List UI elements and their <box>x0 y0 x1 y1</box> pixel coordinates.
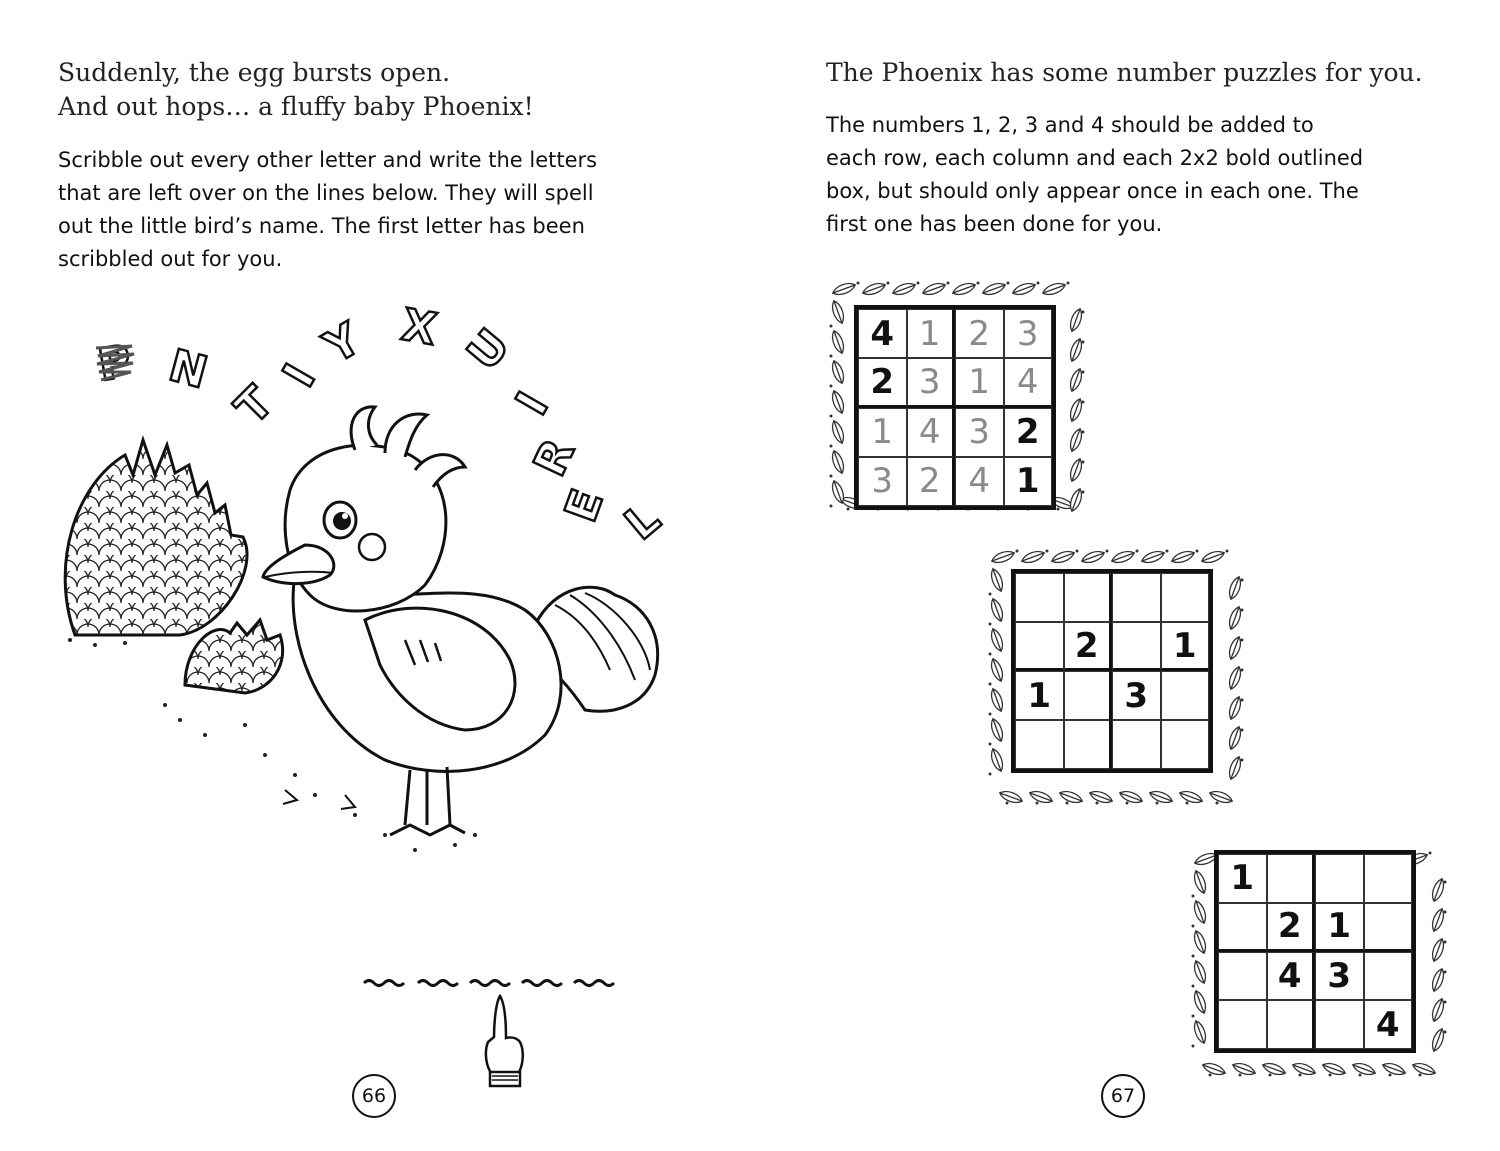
decor-dot <box>989 623 992 626</box>
feather-icon <box>1080 549 1106 566</box>
feather-icon <box>1231 1061 1257 1078</box>
decor-dot <box>1444 941 1447 944</box>
decor-dot <box>1196 550 1199 553</box>
decor-dot <box>1136 550 1139 553</box>
page-number: 66 <box>352 1074 396 1118</box>
decor-dot <box>1269 1074 1272 1077</box>
feather-icon <box>1227 605 1244 631</box>
decor-dot <box>887 282 890 285</box>
feather-icon <box>921 281 947 298</box>
puzzle-cell[interactable]: 4 <box>1364 1000 1413 1049</box>
feather-icon <box>1088 789 1114 806</box>
decor-dot <box>847 508 850 511</box>
feather-icon <box>1227 665 1244 691</box>
decor-dot <box>1156 802 1159 805</box>
decor-dot <box>1186 802 1189 805</box>
feather-icon <box>989 597 1006 623</box>
feather-icon <box>830 359 847 385</box>
decor-dot <box>1444 971 1447 974</box>
puzzle-cell[interactable]: 1 <box>1218 854 1267 903</box>
decor-dot <box>830 385 833 388</box>
puzzle-cell[interactable]: 1 <box>1004 457 1053 506</box>
feather-icon <box>1058 789 1084 806</box>
puzzle-cell[interactable]: 3 <box>1004 309 1053 358</box>
decor-dot <box>977 282 980 285</box>
decor-dot <box>1126 802 1129 805</box>
feather-icon <box>989 567 1006 593</box>
decor-dot <box>989 773 992 776</box>
feather-icon <box>1227 755 1244 781</box>
decor-dot <box>1241 729 1244 732</box>
puzzle-cell[interactable]: 3 <box>907 358 956 407</box>
puzzle-cell[interactable]: 1 <box>1315 903 1364 952</box>
decor-dot <box>1067 282 1070 285</box>
arc-letter[interactable]: Y <box>316 313 370 374</box>
arc-letter[interactable]: I <box>506 383 559 424</box>
puzzle-cell[interactable] <box>1161 671 1210 720</box>
decor-dot <box>1226 550 1229 553</box>
decor-dot <box>1096 802 1099 805</box>
decor-dot <box>1192 985 1195 988</box>
puzzle-cell[interactable] <box>1267 1000 1316 1049</box>
decor-dot <box>1166 550 1169 553</box>
puzzle-cell[interactable] <box>1112 573 1161 622</box>
feather-icon <box>830 449 847 475</box>
feather-icon <box>1068 487 1085 513</box>
decor-dot <box>1239 1074 1242 1077</box>
puzzle-grid <box>1011 569 1213 773</box>
decor-dot <box>1241 759 1244 762</box>
feather-icon <box>981 281 1007 298</box>
decor-dot <box>1444 881 1447 884</box>
puzzle-cell[interactable] <box>1267 854 1316 903</box>
feather-icon <box>990 549 1016 566</box>
decor-dot <box>1082 461 1085 464</box>
decor-dot <box>1007 282 1010 285</box>
decor-dot <box>1241 639 1244 642</box>
feather-icon <box>1118 789 1144 806</box>
baby-phoenix-illustration <box>55 395 695 865</box>
arc-letter[interactable]: I <box>273 355 326 396</box>
pointing-hand-icon <box>470 992 540 1088</box>
feather-icon <box>1192 929 1209 955</box>
decor-dot <box>1429 852 1432 855</box>
puzzle-cell[interactable]: 2 <box>1064 622 1113 671</box>
decor-dot <box>989 743 992 746</box>
decor-dot <box>1082 371 1085 374</box>
puzzle-cell[interactable]: 4 <box>907 408 956 457</box>
decor-dot <box>1444 911 1447 914</box>
decor-dot <box>1192 925 1195 928</box>
feather-icon <box>1041 281 1067 298</box>
feather-icon <box>1430 997 1447 1023</box>
puzzle-cell[interactable] <box>1015 720 1064 769</box>
feather-icon <box>1201 1061 1227 1078</box>
decor-dot <box>1082 311 1085 314</box>
arc-letter[interactable]: L <box>615 493 670 551</box>
puzzle-cell[interactable]: 1 <box>858 408 907 457</box>
feather-icon <box>1110 549 1136 566</box>
feather-icon <box>830 299 847 325</box>
puzzle-cell[interactable] <box>1161 573 1210 622</box>
puzzle-cell[interactable]: 4 <box>1267 952 1316 1001</box>
decor-dot <box>989 593 992 596</box>
puzzle-cell[interactable] <box>1218 1000 1267 1049</box>
arc-letter[interactable]: E <box>555 482 614 529</box>
decor-dot <box>1046 550 1049 553</box>
feather-icon <box>989 627 1006 653</box>
decor-dot <box>1057 508 1060 511</box>
puzzle-intro: The Phoenix has some number puzzles for you. <box>826 58 1423 87</box>
feather-icon <box>989 687 1006 713</box>
feather-icon <box>1261 1061 1287 1078</box>
feather-icon <box>1430 877 1447 903</box>
puzzle-cell[interactable]: 1 <box>907 309 956 358</box>
feather-icon <box>1140 549 1166 566</box>
feather-icon <box>1227 575 1244 601</box>
arc-letter[interactable]: R <box>524 431 585 484</box>
puzzle-cell[interactable]: 2 <box>858 358 907 407</box>
decor-dot <box>830 445 833 448</box>
feather-icon <box>891 281 917 298</box>
puzzle-cell[interactable]: 1 <box>1161 622 1210 671</box>
puzzle-cell[interactable]: 3 <box>858 457 907 506</box>
feather-icon <box>1227 695 1244 721</box>
decor-dot <box>1082 491 1085 494</box>
puzzle-cell[interactable]: 4 <box>955 457 1004 506</box>
feather-icon <box>1291 1061 1317 1078</box>
decor-dot <box>1016 550 1019 553</box>
feather-icon <box>951 281 977 298</box>
feather-icon <box>1050 549 1076 566</box>
feather-icon <box>1430 907 1447 933</box>
decor-dot <box>1082 341 1085 344</box>
arc-letter[interactable]: U <box>457 319 520 380</box>
puzzle-cell[interactable] <box>1315 1000 1364 1049</box>
decor-dot <box>1192 1045 1195 1048</box>
puzzle-grid <box>854 305 1056 510</box>
arc-letter[interactable]: P <box>94 335 136 392</box>
puzzle-cell[interactable]: 3 <box>955 408 1004 457</box>
letter-puzzle-instructions: Scribble out every other letter and write the letters that are left over on the lines below. They will spell out the little bird’s name. The first letter has been scribbled out for you. <box>58 148 598 271</box>
decor-dot <box>989 653 992 656</box>
puzzle-cell[interactable]: 3 <box>1112 671 1161 720</box>
decor-dot <box>1241 699 1244 702</box>
feather-icon <box>998 789 1024 806</box>
feather-icon <box>1200 549 1226 566</box>
feather-icon <box>1068 307 1085 333</box>
feather-icon <box>831 281 857 298</box>
puzzle-cell[interactable]: 4 <box>858 309 907 358</box>
number-puzzle-1 <box>826 277 1088 513</box>
decor-dot <box>830 355 833 358</box>
feather-icon <box>1192 989 1209 1015</box>
puzzle-cell[interactable]: 2 <box>1267 903 1316 952</box>
arc-letter[interactable]: X <box>397 299 441 356</box>
feather-icon <box>1192 899 1209 925</box>
decor-dot <box>1444 1031 1447 1034</box>
decor-dot <box>1066 802 1069 805</box>
decor-dot <box>989 683 992 686</box>
feather-icon <box>1068 367 1085 393</box>
feather-icon <box>1068 427 1085 453</box>
decor-dot <box>1216 802 1219 805</box>
feather-icon <box>1178 789 1204 806</box>
decor-dot <box>1444 1001 1447 1004</box>
puzzle-cell[interactable] <box>1112 720 1161 769</box>
feather-icon <box>1148 789 1174 806</box>
feather-icon <box>1381 1061 1407 1078</box>
feather-icon <box>1227 635 1244 661</box>
decor-dot <box>1082 431 1085 434</box>
decor-dot <box>1329 1074 1332 1077</box>
decor-dot <box>1037 282 1040 285</box>
decor-dot <box>1241 579 1244 582</box>
story-line-2: And out hops… a fluffy baby Phoenix! <box>58 92 534 121</box>
feather-icon <box>1192 959 1209 985</box>
puzzle-cell[interactable] <box>1161 720 1210 769</box>
decor-dot <box>1299 1074 1302 1077</box>
feather-icon <box>1227 725 1244 751</box>
puzzle-cell[interactable]: 2 <box>955 309 1004 358</box>
feather-icon <box>830 329 847 355</box>
puzzle-cell[interactable] <box>1112 622 1161 671</box>
puzzle-grid <box>1214 850 1416 1053</box>
arc-letter[interactable]: N <box>163 340 213 399</box>
decor-dot <box>1006 802 1009 805</box>
decor-dot <box>917 282 920 285</box>
puzzle-cell[interactable] <box>1364 903 1413 952</box>
decor-dot <box>1359 1074 1362 1077</box>
decor-dot <box>1082 401 1085 404</box>
feather-icon <box>830 389 847 415</box>
feather-icon <box>1020 549 1046 566</box>
decor-dot <box>1209 1074 1212 1077</box>
puzzle-cell[interactable] <box>1015 622 1064 671</box>
feather-icon <box>1068 337 1085 363</box>
feather-icon <box>1068 457 1085 483</box>
puzzle-cell[interactable]: 2 <box>1004 408 1053 457</box>
decor-dot <box>1106 550 1109 553</box>
feather-icon <box>1028 789 1054 806</box>
decor-dot <box>830 325 833 328</box>
arc-letter[interactable]: T <box>225 377 284 435</box>
feather-icon <box>830 419 847 445</box>
feather-icon <box>1430 1027 1447 1053</box>
number-puzzle-instructions: The numbers 1, 2, 3 and 4 should be added to each row, each column and each 2x2 bold outlined box, but should only appear once in each one. The first one has been done for you. <box>826 113 1364 236</box>
puzzle-cell[interactable] <box>1064 720 1113 769</box>
puzzle-cell[interactable]: 1 <box>955 358 1004 407</box>
decor-dot <box>947 282 950 285</box>
puzzle-cell[interactable] <box>1364 952 1413 1001</box>
puzzle-cell[interactable] <box>1218 952 1267 1001</box>
decor-dot <box>830 415 833 418</box>
puzzle-cell[interactable]: 3 <box>1315 952 1364 1001</box>
feather-icon <box>989 717 1006 743</box>
feather-icon <box>1192 869 1209 895</box>
puzzle-cell[interactable] <box>1218 903 1267 952</box>
decor-dot <box>1241 669 1244 672</box>
puzzle-cell[interactable] <box>1015 573 1064 622</box>
decor-dot <box>1076 550 1079 553</box>
feather-icon <box>1351 1061 1377 1078</box>
feather-icon <box>1208 789 1234 806</box>
feather-icon <box>861 281 887 298</box>
decor-dot <box>1419 1074 1422 1077</box>
page-number: 67 <box>1101 1074 1145 1118</box>
decor-dot <box>1389 1074 1392 1077</box>
feather-icon <box>989 747 1006 773</box>
feather-icon <box>1192 1019 1209 1045</box>
decor-dot <box>830 505 833 508</box>
number-puzzle-2 <box>985 545 1247 807</box>
puzzle-cell[interactable] <box>1364 854 1413 903</box>
feather-icon <box>1170 549 1196 566</box>
decor-dot <box>1192 895 1195 898</box>
puzzle-cell[interactable] <box>1064 573 1113 622</box>
decor-dot <box>1036 802 1039 805</box>
feather-icon <box>989 657 1006 683</box>
decor-dot <box>830 475 833 478</box>
feather-icon <box>1011 281 1037 298</box>
feather-icon <box>1430 967 1447 993</box>
feather-icon <box>1068 397 1085 423</box>
puzzle-cell[interactable] <box>1064 671 1113 720</box>
number-puzzle-3 <box>1188 847 1450 1079</box>
decor-dot <box>857 282 860 285</box>
decor-dot <box>1192 1015 1195 1018</box>
feather-icon <box>1411 1061 1437 1078</box>
decor-dot <box>1241 609 1244 612</box>
feather-icon <box>1430 937 1447 963</box>
puzzle-cell[interactable]: 2 <box>907 457 956 506</box>
puzzle-cell[interactable]: 4 <box>1004 358 1053 407</box>
story-line-1: Suddenly, the egg bursts open. <box>58 58 451 87</box>
puzzle-cell[interactable] <box>1315 854 1364 903</box>
decor-dot <box>1192 955 1195 958</box>
feather-icon <box>1321 1061 1347 1078</box>
decor-dot <box>989 713 992 716</box>
puzzle-cell[interactable]: 1 <box>1015 671 1064 720</box>
